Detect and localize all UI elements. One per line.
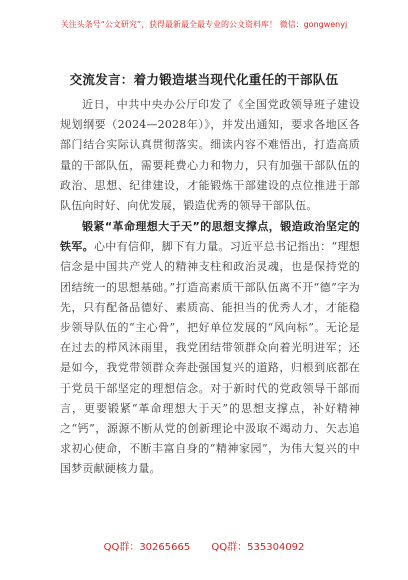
- document-title: 交流发言：着力锻造堪当现代化重任的干部队伍: [69, 72, 339, 87]
- paragraph-intro: [60, 95, 360, 216]
- header-note: 关注头条号“公文研究”，获得最新最全最专业的公文资料库！ 微信：gongwenyj: [60, 20, 348, 29]
- paragraph-body: 近日，中共中央办公厅印发了《全国党政领导班子建设规划纲要（2024—2028年）》，并发出通知，要求各地区各部门结合实际认真贯彻落实。细读内容不难悟出，打造高质量的干部队伍，需要耗费心力和物力，只有加强干部队伍的政治、思想、纪律建设，才能锻炼干部建设的点位推进于部队伍向时好、向优发展，锻造优秀的领导干部队伍。: [60, 98, 360, 213]
- paragraph-lead: 锻紧“革命理想大于天”的思想支撑点，锻造政治坚定的铁军。: [60, 220, 360, 254]
- footer-contact: QQ群：30265665 QQ群：535304092: [103, 542, 305, 553]
- paragraph-section-1: [60, 217, 360, 480]
- paragraph-body: 心中有信仰，脚下有力量。习近平总书记指出：“理想信念是中国共产党人的精神支柱和政治灵魂，也是保持党的团结统一的思想基础。”打造高素质干部队伍离不开“德”字为先，只有配备品德好、素质高、能担当的优秀人才，才能稳步领导队伍的“主心骨”，把好单位发展的“风向标”。无论是在过去的栉风沐雨里，我党团结带领群众向着光明进军；还是如今，我党带领群众奔赴强国复兴的道路，归根到底都在于党员干部坚定的理想信念。对于新时代的党政领导干部而言，更要锻紧“革命理想大于天”的思想支撑点，补好精神之“钙”，源源不断从党的创新理论中汲取不竭动力、矢志追求初心使命，不断丰富自身的“精神家园”，为伟大复兴的中国梦贡献硬核力量。: [60, 240, 361, 476]
